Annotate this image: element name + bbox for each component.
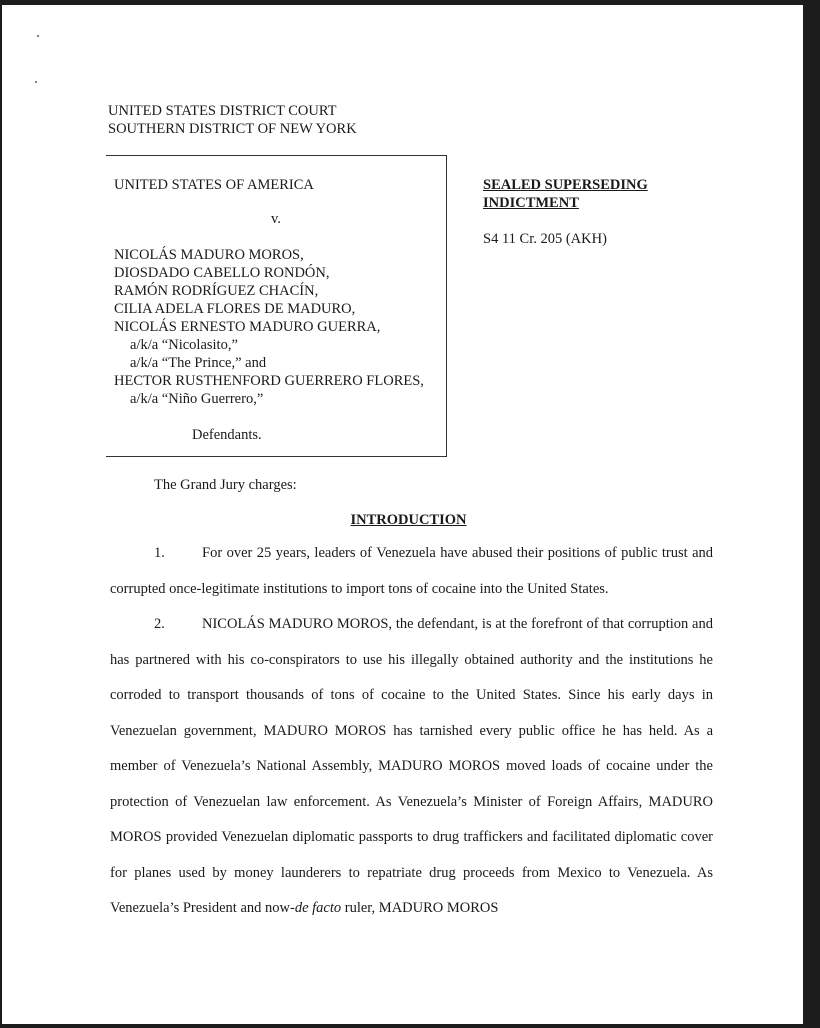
court-district: SOUTHERN DISTRICT OF NEW YORK <box>108 121 357 137</box>
paragraph-text: NICOLÁS MADURO MOROS, the defendant, is at the forefront of that corruption and has partnered with his co-conspirators to use his illegally obtained authority and the institutions he corroded to transport thousands of tons of cocaine to the United States. Since his early days in Venezuelan government, MADURO MOROS has tarnished every public office he has held. As a member of Venezuela’s National Assembly, MADURO MOROS moved loads of cocaine under the protection of Venezuelan law enforcement. As Venezuela’s Minister of Foreign Affairs, MADURO MOROS provided Venezuelan diplomatic passports to drug traffickers and facilitated diplomatic cover for planes used by money launderers to repatriate drug proceeds from Mexico to Venezuela. As Venezuela’s President and now- <box>110 616 713 916</box>
defendant-name: HECTOR RUSTHENFORD GUERRERO FLORES, <box>114 373 424 389</box>
paragraph-text-end: ruler, MADURO MOROS <box>341 900 499 916</box>
scan-speck <box>37 35 39 37</box>
paragraph-1 <box>110 536 713 607</box>
paragraph-number: 1. <box>154 545 165 561</box>
document-page <box>2 5 803 1024</box>
plaintiff: UNITED STATES OF AMERICA <box>114 177 314 193</box>
alias: a/k/a “Niño Guerrero,” <box>130 391 264 407</box>
defendant-name: NICOLÁS MADURO MOROS, <box>114 247 304 263</box>
alias: a/k/a “The Prince,” and <box>130 355 267 371</box>
defendants-label: Defendants. <box>192 427 262 443</box>
court-name: UNITED STATES DISTRICT COURT <box>108 103 337 119</box>
defendant-name: RAMÓN RODRÍGUEZ CHACÍN, <box>114 283 319 299</box>
alias: a/k/a “Nicolasito,” <box>130 337 238 353</box>
section-heading: INTRODUCTION <box>350 512 467 528</box>
indictment-title <box>483 176 648 212</box>
court-header <box>108 102 357 138</box>
paragraph-number: 2. <box>154 616 165 632</box>
defendant-name: NICOLÁS ERNESTO MADURO GUERRA, <box>114 319 381 335</box>
paragraph-text: For over 25 years, leaders of Venezuela have abused their positions of public trust and corrupted once-legitimate institutions to import tons of cocaine into the United States. <box>110 545 713 597</box>
paragraph-italic: de facto <box>294 900 342 916</box>
scan-speck <box>35 81 37 83</box>
indictment-title-line: INDICTMENT <box>483 195 579 211</box>
grand-jury-charges: The Grand Jury charges: <box>154 477 297 493</box>
versus: v. <box>271 211 281 227</box>
indictment-title-line: SEALED SUPERSEDING <box>483 177 648 193</box>
defendant-name: DIOSDADO CABELLO RONDÓN, <box>114 265 330 281</box>
paragraph-2 <box>110 607 713 927</box>
defendant-name: CILIA ADELA FLORES DE MADURO, <box>114 301 356 317</box>
case-number: S4 11 Cr. 205 (AKH) <box>483 231 607 247</box>
